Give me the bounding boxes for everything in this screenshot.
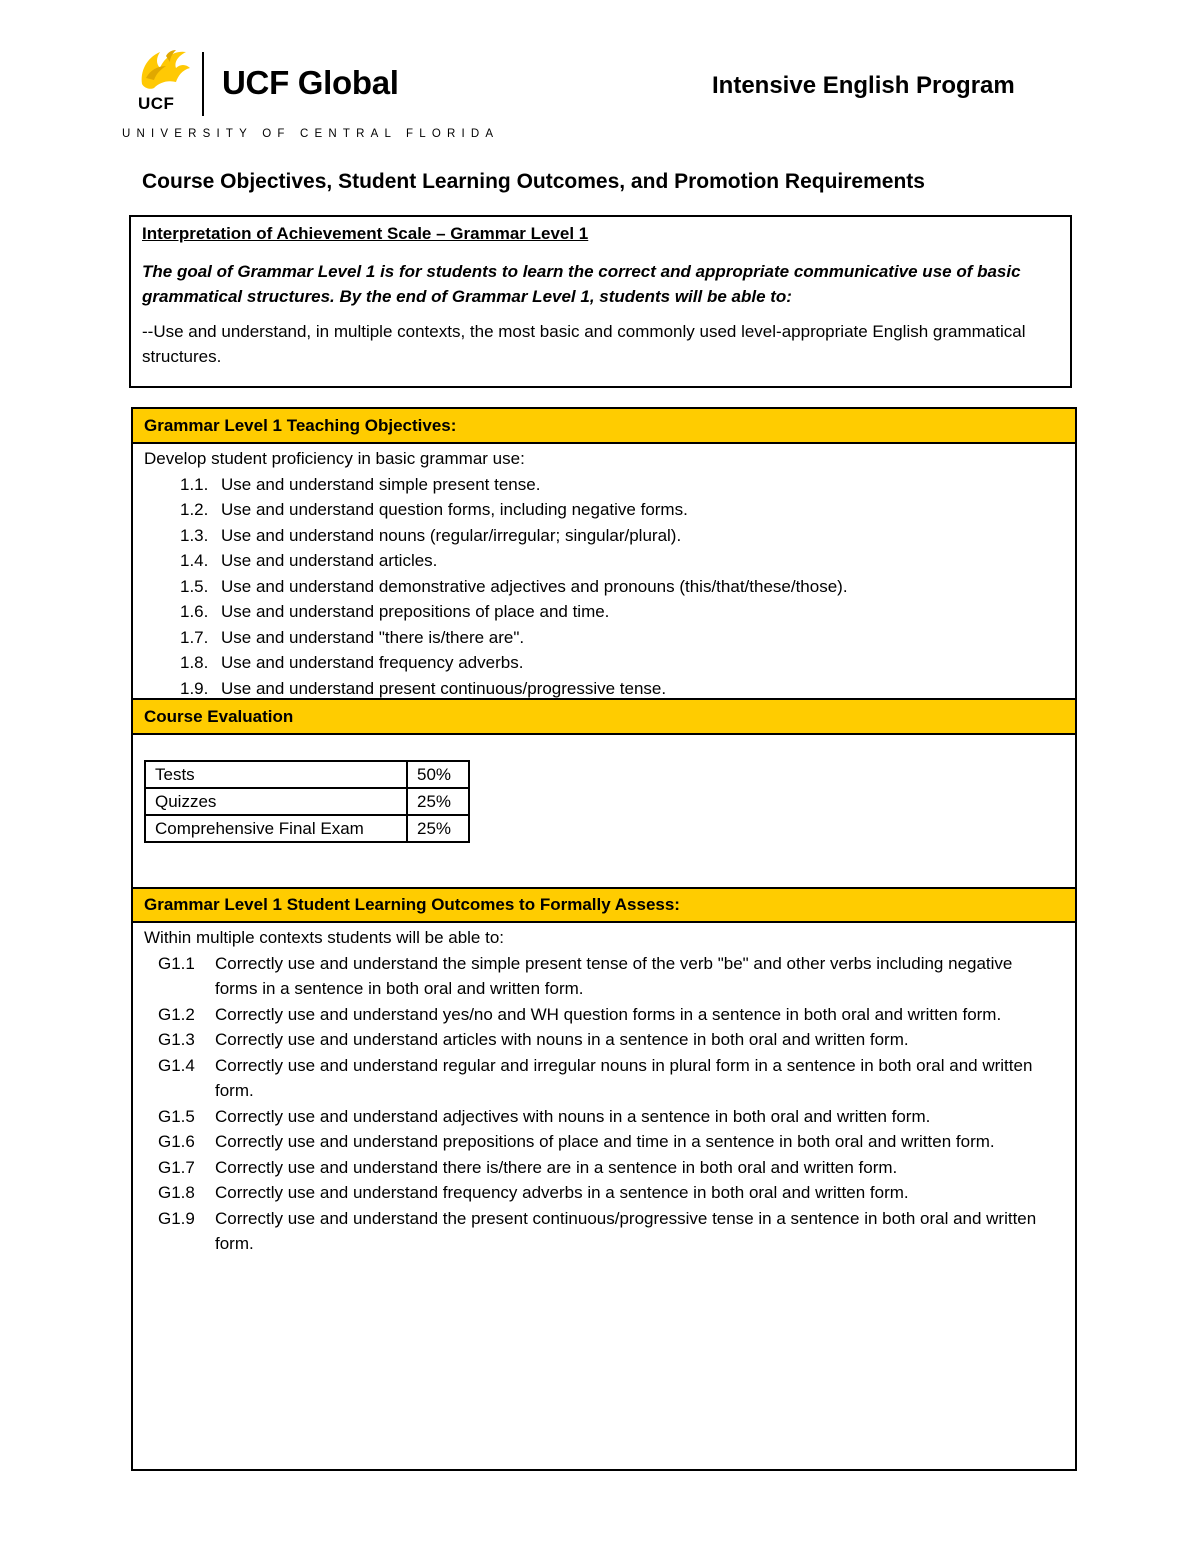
objectives-list [180, 472, 1064, 702]
achievement-scale-box [129, 215, 1072, 388]
list-item [158, 1002, 1064, 1028]
achievement-body: --Use and understand, in multiple contexts, the most basic and commonly used level-appropriate English grammatical structures. [142, 322, 1026, 366]
item-text: Use and understand articles. [221, 551, 438, 570]
course-table [131, 407, 1077, 1471]
item-number: 1.6. [180, 602, 209, 621]
objectives-heading: Grammar Level 1 Teaching Objectives: [133, 409, 1075, 444]
item-number: 1.2. [180, 500, 209, 519]
item-text: Correctly use and understand yes/no and WH question forms in a sentence in both oral and written form. [215, 1004, 1002, 1024]
item-number: 1.7. [180, 627, 209, 647]
grade-weights-table [144, 760, 470, 843]
table-cell-category: Tests [145, 761, 407, 788]
item-text: Correctly use and understand articles with nouns in a sentence in both oral and written form. [215, 1030, 909, 1049]
item-number: G1.4 [158, 1055, 195, 1075]
list-item [180, 523, 1064, 549]
table-cell-percent: 25% [407, 815, 469, 842]
item-text: Correctly use and understand adjectives with nouns in a sentence in both oral and written form. [215, 1106, 931, 1126]
program-name: Intensive English Program [712, 72, 1015, 99]
table-row [145, 815, 469, 842]
objectives-section [133, 444, 1075, 698]
item-number: G1.7 [158, 1157, 195, 1177]
item-number: G1.5 [158, 1106, 195, 1126]
table-row [145, 788, 469, 815]
document-title: Course Objectives, Student Learning Outcomes, and Promotion Requirements [142, 170, 925, 193]
item-text: Use and understand simple present tense. [221, 474, 541, 494]
item-number: G1.9 [158, 1208, 195, 1228]
item-text: Use and understand question forms, including negative forms. [221, 500, 688, 519]
item-text: Correctly use and understand the present continuous/progressive tense in a sentence in both oral and written form. [215, 1208, 1037, 1253]
list-item [158, 1104, 1064, 1130]
list-item [158, 1027, 1064, 1053]
achievement-goal: The goal of Grammar Level 1 is for students to learn the correct and appropriate communicative use of basic grammatical structures. By the end of Grammar Level 1, students will be able to: [142, 262, 1021, 306]
item-number: G1.1 [158, 953, 195, 973]
list-item [180, 599, 1064, 625]
item-text: Correctly use and understand the simple present tense of the verb "be" and other verbs including negative forms in a sentence in both oral and written form. [215, 953, 1013, 998]
list-item [158, 1129, 1064, 1155]
logo-title: UCF Global [222, 64, 399, 101]
item-number: 1.5. [180, 576, 209, 596]
evaluation-section [133, 735, 1075, 887]
list-item [180, 472, 1064, 498]
table-cell-percent: 25% [407, 788, 469, 815]
logo-subtitle: UNIVERSITY OF CENTRAL FLORIDA [122, 128, 500, 140]
table-cell-category: Quizzes [145, 788, 407, 815]
item-text: Use and understand present continuous/progressive tense. [221, 678, 667, 698]
item-number: G1.3 [158, 1030, 195, 1049]
list-item [158, 1206, 1064, 1257]
item-text: Correctly use and understand regular and irregular nouns in plural form in a sentence in both oral and written form. [215, 1055, 1033, 1100]
list-item [158, 1053, 1064, 1104]
item-number: 1.9. [180, 678, 209, 698]
item-number: 1.8. [180, 653, 209, 672]
item-text: Use and understand "there is/there are". [221, 627, 525, 647]
item-number: 1.1. [180, 474, 209, 494]
item-text: Use and understand frequency adverbs. [221, 653, 524, 672]
item-number: 1.4. [180, 551, 209, 570]
list-item [158, 1155, 1064, 1181]
ucf-global-logo [122, 44, 500, 144]
outcomes-heading: Grammar Level 1 Student Learning Outcomes to Formally Assess: [133, 887, 1075, 923]
outcomes-section [133, 923, 1075, 1257]
list-item [158, 1180, 1064, 1206]
item-number: G1.6 [158, 1132, 195, 1151]
outcomes-list [158, 951, 1064, 1257]
item-number: G1.2 [158, 1004, 195, 1024]
achievement-heading: Interpretation of Achievement Scale – Grammar Level 1 [142, 224, 589, 243]
table-cell-percent: 50% [407, 761, 469, 788]
item-text: Use and understand nouns (regular/irregular; singular/plural). [221, 525, 682, 545]
item-text: Correctly use and understand frequency adverbs in a sentence in both oral and written form. [215, 1183, 909, 1202]
table-cell-category: Comprehensive Final Exam [145, 815, 407, 842]
logo-mark-text: UCF [138, 94, 175, 113]
item-text: Use and understand demonstrative adjectives and pronouns (this/that/these/those). [221, 576, 848, 596]
list-item [180, 574, 1064, 600]
logo-divider [202, 52, 204, 116]
outcomes-intro: Within multiple contexts students will be able to: [144, 928, 505, 947]
list-item [180, 497, 1064, 523]
list-item [180, 625, 1064, 651]
item-text: Correctly use and understand prepositions of place and time in a sentence in both oral and written form. [215, 1132, 995, 1151]
list-item [158, 951, 1064, 1002]
item-text: Use and understand prepositions of place and time. [221, 602, 610, 621]
objectives-intro: Develop student proficiency in basic grammar use: [144, 449, 525, 468]
evaluation-heading: Course Evaluation [133, 698, 1075, 735]
item-number: G1.8 [158, 1183, 195, 1202]
item-number: 1.3. [180, 525, 209, 545]
list-item [180, 548, 1064, 574]
table-row [145, 761, 469, 788]
item-text: Correctly use and understand there is/there are in a sentence in both oral and written form. [215, 1157, 898, 1177]
list-item [180, 650, 1064, 676]
